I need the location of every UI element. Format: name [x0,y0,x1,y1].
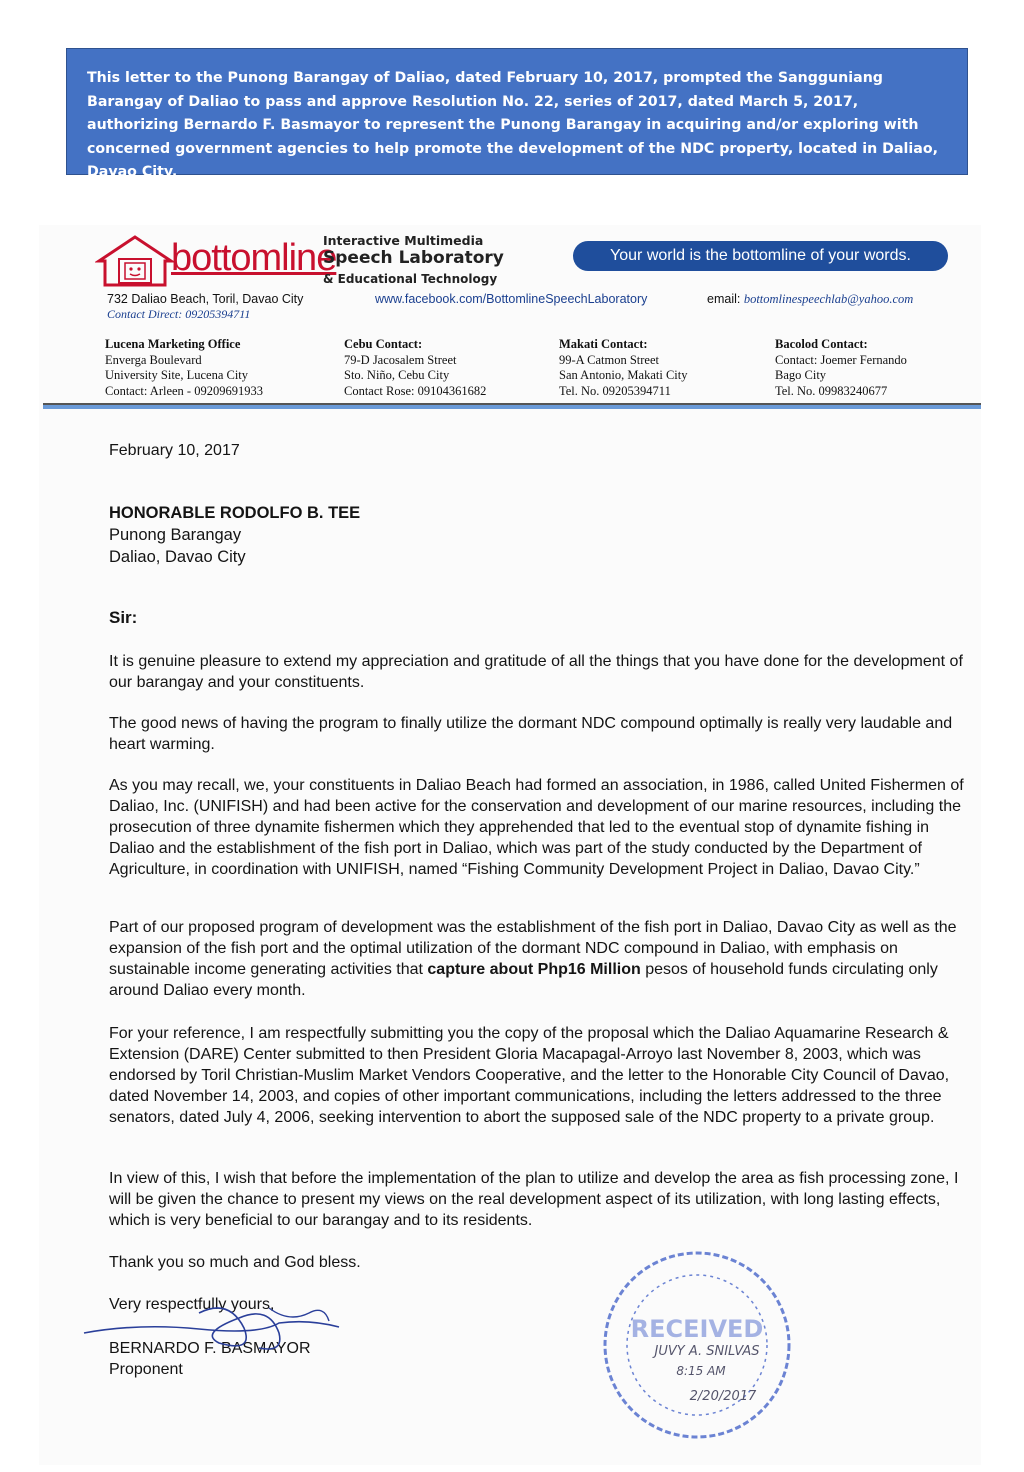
stamp-time: 8:15 AM [676,1364,726,1378]
recipient-title: Punong Barangay [109,526,242,544]
salutation: Sir: [109,608,138,627]
office-title: Lucena Marketing Office [105,337,241,351]
office-line: University Site, Lucena City [105,368,249,382]
received-stamp [597,1245,797,1445]
office-line: Contact: Arleen - 09209691933 [105,383,263,398]
facebook-link[interactable]: www.facebook.com/BottomlineSpeechLaboratory [375,292,648,306]
slogan-badge: Your world is the bottomline of your words. [573,241,948,271]
paragraph-4-text-a: Part of our proposed program of development was the establishment of the fish port in Daliao, Davao City as well as the expansion of the fish port and the optimal utilization of the dormant NDC compound in Daliao, with emphasis on sustainable income generating activities that [109,919,957,978]
paragraph-2: The good news of having the program to finally utilize the dormant NDC compound optimally is really very laudable and heart warming. [109,715,953,753]
letterhead-divider-accent [43,405,981,409]
stamp-receiver: JUVY A. SNILVAS [654,1344,760,1359]
paragraph-3: As you may recall, we, your constituents in Daliao Beach had formed an association, in 1986, called United Fishermen of Daliao, Inc. (UNIFISH) and had been active for the conservation and development of our marine resources, including the prosecution of three dynamite fishermen which they apprehended that led to the eventual stop of dynamite fishing in Daliao and the establishment of the fish port in Daliao, which was part of the study conducted by the Department of Agriculture, in coordination with UNIFISH, named “Fishing Community Development Project in Daliao, Davao City.” [109,777,964,878]
recipient-block [109,502,969,568]
signer-role: Proponent [109,1361,183,1378]
closing-line: Very respectfully yours, [109,1296,275,1313]
office-line: San Antonio, Makati City [559,368,688,382]
letter-date: February 10, 2017 [109,442,240,459]
office-makati [559,337,687,399]
paragraph-4-emphasis: capture about Php16 Million [427,961,641,978]
paragraph-5: For your reference, I am respectfully submitting you the copy of the proposal which the Daliao Aquamarine Research & Extension (DARE) Center submitted to then President Gloria Macapagal-Arroyo last November 8, 2003, which was endorsed by Toril Christian-Muslim Market Vendors Cooperative, and the letter to the Honorable City Council of Davao, dated November 14, 2003, and copies of other important communications, including the letters addressed to the three senators, dated July 4, 2006, seeking intervention to abort the supposed sale of the NDC property to a private group. [109,1025,950,1126]
email-link[interactable]: bottomlinespeechlab@yahoo.com [743,292,914,306]
office-title: Makati Contact: [559,337,648,351]
paragraph-4 [109,917,969,1001]
brand-logo [171,237,336,280]
office-cebu [344,337,486,399]
contact-direct: Contact Direct: 09205394711 [107,307,251,321]
office-line: Contact Rose: 09104361682 [344,383,487,398]
letterhead-line3: & Educational Technology [323,272,498,286]
letter-page [39,225,981,1465]
email-line [707,292,913,307]
caption-text: This letter to the Punong Barangay of Daliao, dated February 10, 2017, prompted the Sangguniang Barangay of Daliao to pass and approve Resolution No. 22, series of 2017, dated March 5, 2017, authorizing Bernardo F. Basmayor to represent the Punong Barangay in acquiring and/or exploring with concerned government agencies to help promote the development of the NDC property, located in Daliao, Davao City. [87,70,938,180]
office-line: Enverga Boulevard [105,352,202,367]
office-title: Bacolod Contact: [775,337,868,351]
thanks-line: Thank you so much and God bless. [109,1254,361,1271]
stamp-date: 2/20/2017 [689,1389,757,1404]
stamp-text: RECEIVED [630,1315,764,1343]
office-title: Cebu Contact: [344,337,423,351]
office-line: 99-A Catmon Street [559,352,659,367]
letterhead-line2: Speech Laboratory [323,248,504,268]
caption-box [66,48,968,180]
paragraph-1: It is genuine pleasure to extend my appreciation and gratitude of all the things that you have done for the development of our barangay and your constituents. [109,653,963,691]
office-bacolod [775,337,907,399]
office-line: 79-D Jacosalem Street [344,352,457,367]
paragraph-6: In view of this, I wish that before the implementation of the plan to utilize and develop the area as fish processing zone, I will be given the chance to present my views on the real development aspect of its utilization, with long lasting effects, which is very beneficial to our barangay and to its residents. [109,1170,959,1229]
letterhead-address: 732 Daliao Beach, Toril, Davao City [107,292,304,306]
office-lucena [105,337,263,399]
brand-logo-text: bottomline [171,237,337,279]
office-line: Tel. No. 09205394711 [559,383,671,398]
office-line: Tel. No. 09983240677 [775,383,888,398]
recipient-place: Daliao, Davao City [109,548,246,566]
email-label: email: [707,292,741,306]
paragraph-4-text-c: pesos of household funds circulating only around Daliao every month. [109,961,938,999]
signer-name: BERNARDO F. BASMAYOR [109,1340,311,1357]
office-line: Contact: Joemer Fernando [775,352,907,367]
letterhead-line1: Interactive Multimedia [323,233,484,248]
office-line: Bago City [775,368,827,382]
house-logo-icon [95,235,175,287]
recipient-name: HONORABLE RODOLFO B. TEE [109,504,361,522]
office-line: Sto. Niño, Cebu City [344,368,450,382]
handwritten-signature [79,1293,379,1363]
